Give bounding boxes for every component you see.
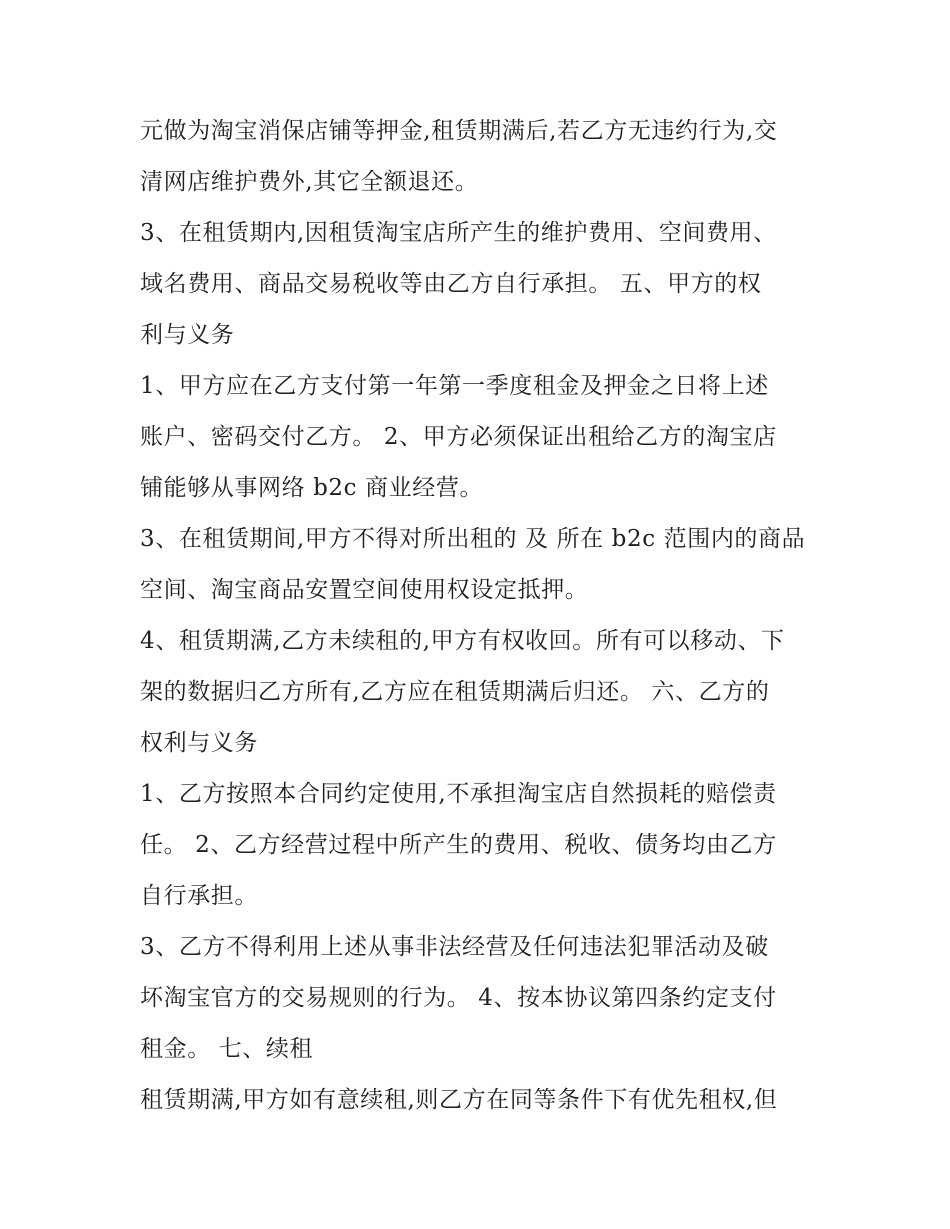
- text-line-13: 权利与义务: [140, 730, 258, 756]
- text-line-3: 3、在租赁期内,因租赁淘宝店所产生的维护费用、空间费用、: [140, 220, 777, 246]
- text-line-16: 自行承担。: [140, 883, 258, 909]
- text-line-6: 1、甲方应在乙方支付第一年第一季度租金及押金之日将上述: [140, 373, 769, 399]
- text-line-9: 3、在租赁期间,甲方不得对所出租的 及 所在 b2c 范围内的商品: [140, 526, 806, 552]
- text-line-11: 4、租赁期满,乙方未续租的,甲方有权收回。所有可以移动、下: [140, 628, 785, 654]
- text-line-19: 租金。 七、续租: [140, 1036, 314, 1062]
- text-line-12: 架的数据归乙方所有,乙方应在租赁期满后归还。 六、乙方的: [140, 679, 770, 705]
- text-line-2: 清网店维护费外,其它全额退还。: [140, 169, 479, 195]
- document-body: [140, 106, 820, 1126]
- text-line-14: 1、乙方按照本合同约定使用,不承担淘宝店自然损耗的赔偿责: [140, 781, 777, 807]
- text-line-15: 任。 2、乙方经营过程中所产生的费用、税收、债务均由乙方: [140, 832, 777, 858]
- text-line-8: 铺能够从事网络 b2c 商业经营。: [140, 475, 484, 501]
- text-line-20: 租赁期满,甲方如有意续租,则乙方在同等条件下有优先租权,但: [140, 1087, 778, 1113]
- text-line-1: 元做为淘宝消保店铺等押金,租赁期满后,若乙方无违约行为,交: [140, 118, 778, 144]
- text-line-5: 利与义务: [140, 322, 235, 348]
- text-line-10: 空间、淘宝商品安置空间使用权设定抵押。: [140, 577, 589, 603]
- text-line-18: 坏淘宝官方的交易规则的行为。 4、按本协议第四条约定支付: [140, 985, 777, 1011]
- text-line-7: 账户、密码交付乙方。 2、甲方必须保证出租给乙方的淘宝店: [140, 424, 777, 450]
- text-line-17: 3、乙方不得利用上述从事非法经营及任何违法犯罪活动及破: [140, 934, 769, 960]
- text-line-4: 域名费用、商品交易税收等由乙方自行承担。 五、甲方的权: [140, 271, 762, 297]
